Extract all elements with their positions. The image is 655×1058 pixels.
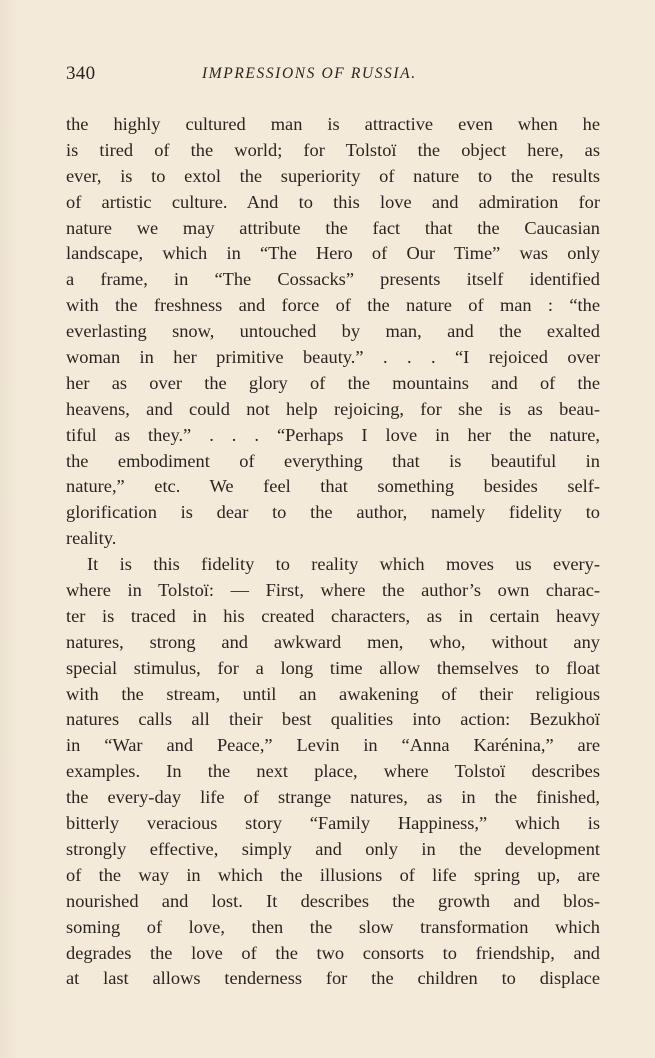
text-line: is tired of the world; for Tolstoï the object here, as xyxy=(66,139,600,160)
text-line: the every-day life of strange natures, as in the finished, xyxy=(66,787,600,808)
text-line: everlasting snow, untouched by man, and the exalted xyxy=(66,321,600,342)
text-line: with the freshness and force of the nature of man : “the xyxy=(66,295,600,316)
text-line: where in Tolstoï: — First, where the author’s own charac- xyxy=(66,580,600,601)
text-line: special stimulus, for a long time allow themselves to float xyxy=(66,657,600,678)
text-line: glorification is dear to the author, namely fidelity to xyxy=(66,502,600,523)
text-line: degrades the love of the two consorts to friendship, and xyxy=(66,942,600,963)
text-line: soming of love, then the slow transformation which xyxy=(66,916,600,937)
body-text xyxy=(66,112,600,992)
running-title: IMPRESSIONS OF RUSSIA. xyxy=(202,65,417,82)
text-line: natures calls all their best qualities into action: Bezukhoï xyxy=(66,709,600,730)
text-line: landscape, which in “The Hero of Our Time” was only xyxy=(66,243,600,264)
text-line: nature,” etc. We feel that something besides self- xyxy=(66,476,600,497)
text-line: heavens, and could not help rejoicing, for she is as beau- xyxy=(66,398,600,419)
page-number: 340 xyxy=(66,63,96,84)
text-line: bitterly veracious story “Family Happiness,” which is xyxy=(66,813,600,834)
text-line: of the way in which the illusions of life spring up, are xyxy=(66,864,600,885)
text-line: with the stream, until an awakening of their religious xyxy=(66,683,600,704)
text-line-paragraph-start: It is this fidelity to reality which moves us every- xyxy=(87,554,600,575)
text-line: ter is traced in his created characters, as in certain heavy xyxy=(66,605,600,626)
text-line: ever, is to extol the superiority of nature to the results xyxy=(66,165,600,186)
text-line-paragraph-end: reality. xyxy=(66,528,117,549)
text-line: of artistic culture. And to this love and admiration for xyxy=(66,191,600,212)
text-line: nature we may attribute the fact that the Caucasian xyxy=(66,217,600,238)
text-line: woman in her primitive beauty.” . . . “I rejoiced over xyxy=(66,347,600,368)
text-line: a frame, in “The Cossacks” presents itself identified xyxy=(66,269,600,290)
text-line: nourished and lost. It describes the growth and blos- xyxy=(66,890,600,911)
text-line: natures, strong and awkward men, who, without any xyxy=(66,631,600,652)
text-line: strongly effective, simply and only in the development xyxy=(66,838,600,859)
text-line: at last allows tenderness for the children to displace xyxy=(66,968,600,989)
text-line: the embodiment of everything that is beautiful in xyxy=(66,450,600,471)
text-line: examples. In the next place, where Tolstoï describes xyxy=(66,761,600,782)
running-head xyxy=(66,63,600,87)
text-line: in “War and Peace,” Levin in “Anna Karénina,” are xyxy=(66,735,600,756)
text-line: her as over the glory of the mountains and of the xyxy=(66,372,600,393)
text-line: tiful as they.” . . . “Perhaps I love in her the nature, xyxy=(66,424,600,445)
text-line: the highly cultured man is attractive even when he xyxy=(66,114,600,134)
